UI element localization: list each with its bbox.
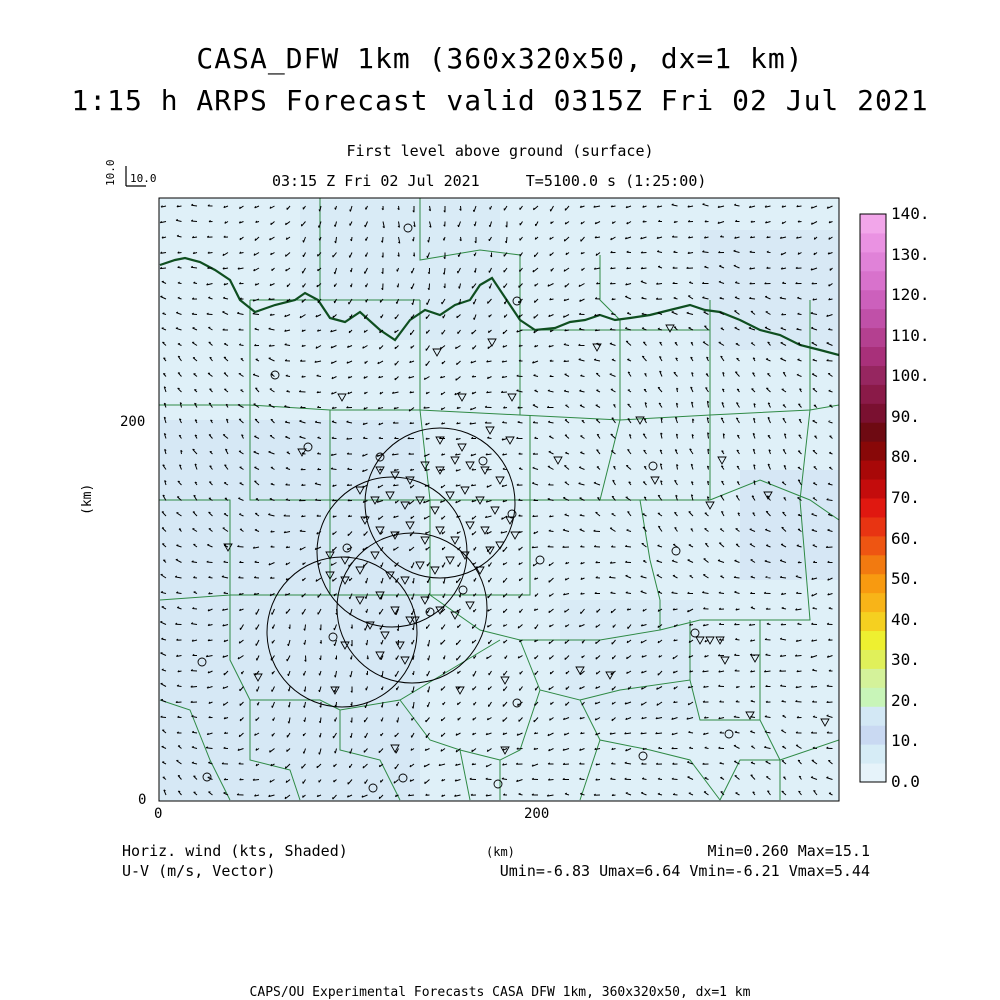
y-tick-200: 200 [120,414,146,430]
title-line-2: 1:15 h ARPS Forecast valid 0315Z Fri 02 Jul 2021 [71,84,929,117]
colorbar-label: 100. [891,366,930,386]
subtitle-time: 03:15 Z Fri 02 Jul 2021 [272,172,480,190]
colorbar-swatch [860,365,886,384]
colorbar-swatch [860,555,886,574]
colorbar-swatch [860,687,886,706]
colorbar-swatch [860,233,886,252]
uv-min-max-readout: Umin=-6.83 Umax=6.64 Vmin=-6.21 Vmax=5.44 [499,862,870,880]
y-axis-label: (km) [80,483,95,515]
legend-shaded: Horiz. wind (kts, Shaded) [122,842,348,860]
footer-credit: CAPS/OU Experimental Forecasts CASA DFW 1km, 360x320x50, dx=1 km [249,985,751,1000]
colorbar-swatch [860,631,886,650]
colorbar-label: 90. [891,406,920,426]
colorbar-swatch [860,252,886,271]
y-tick-0: 0 [138,792,147,808]
colorbar-swatch [860,328,886,347]
colorbar-label: 0.0 [891,772,920,791]
colorbar-label: 20. [891,690,920,710]
colorbar-swatch [860,271,886,290]
legend-vector: U-V (m/s, Vector) [122,862,276,880]
colorbar-swatch [860,422,886,441]
colorbar-label: 60. [891,528,920,548]
reference-vector-icon [126,166,146,186]
ref-vector-label-y: 10.0 [104,159,117,186]
colorbar-swatch [860,706,886,725]
x-tick-0: 0 [154,806,163,822]
colorbar-label: 50. [891,569,920,589]
colorbar-swatch [860,214,886,233]
colorbar-swatch [860,668,886,687]
colorbar-label: 40. [891,609,920,629]
colorbar-label: 110. [891,325,930,345]
colorbar-swatch [860,498,886,517]
colorbar-label: 70. [891,488,920,507]
colorbar-label: 80. [891,447,920,467]
colorbar-label: 130. [891,244,930,264]
colorbar-swatch [860,384,886,403]
colorbar-label: 30. [891,650,920,670]
colorbar-swatch [860,574,886,593]
ref-vector-label-x: 10.0 [130,172,157,185]
colorbar-label: 140. [891,204,930,223]
min-max-readout: Min=0.260 Max=15.1 [707,842,870,860]
title-line-1: CASA_DFW 1km (360x320x50, dx=1 km) [196,42,804,75]
x-tick-200: 200 [524,806,550,822]
colorbar-swatch [860,612,886,631]
colorbar-swatch [860,403,886,422]
colorbar-swatch [860,763,886,782]
x-axis-label: (km) [486,845,515,859]
colorbar-label: 10. [891,731,920,751]
subtitle-level: First level above ground (surface) [346,142,654,160]
colorbar-swatch [860,744,886,763]
colorbar-swatch [860,309,886,328]
colorbar-label: 120. [891,285,930,305]
colorbar-swatch [860,479,886,498]
colorbar-swatch [860,347,886,366]
subtitle-T: T=5100.0 s (1:25:00) [525,172,707,190]
colorbar [860,214,886,783]
colorbar-swatch [860,290,886,309]
colorbar-swatch [860,593,886,612]
colorbar-swatch [860,725,886,744]
colorbar-swatch [860,536,886,555]
colorbar-swatch [860,517,886,536]
colorbar-swatch [860,460,886,479]
colorbar-swatch [860,649,886,668]
colorbar-swatch [860,441,886,460]
